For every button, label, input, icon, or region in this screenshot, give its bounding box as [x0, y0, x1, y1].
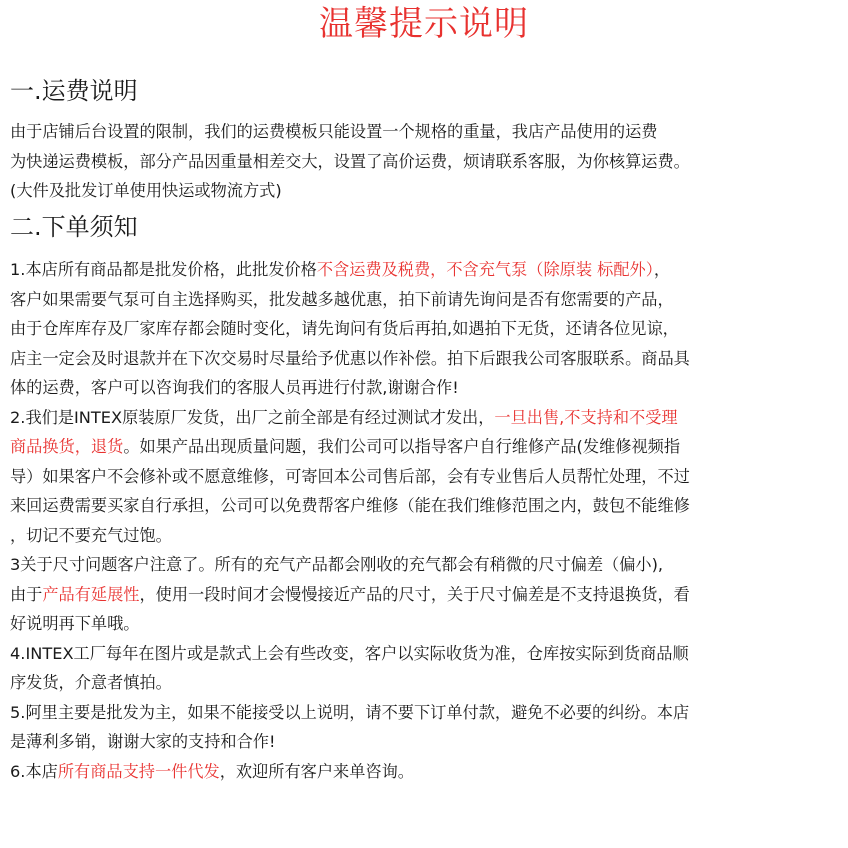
text-line: 5.阿里主要是批发为主，如果不能接受以上说明，请不要下订单付款，避免不必要的纠纷。本店: [10, 702, 690, 722]
text-line: [10, 403, 844, 433]
text-line: 是薄利多销，谢谢大家的支持和合作!: [10, 732, 276, 751]
notice-text: ，使用一段时间才会慢慢接近产品的尺寸，关于尺寸偏差是不支持退换货，看: [139, 584, 690, 604]
text-line: 好说明再下单哦。: [10, 614, 140, 633]
text-line: (大件及批发订单使用快运或物流方式): [10, 181, 282, 200]
section-shipping-body: [10, 117, 844, 206]
notice-text: ，欢迎所有客户来单咨询。: [219, 761, 414, 781]
notice-text: 由于: [10, 584, 43, 604]
text-line: 由于店铺后台设置的限制，我们的运费模板只能设置一个规格的重量，我店产品使用的运费: [10, 122, 658, 141]
notice-text: 。如果产品出现质量问题，我们公司可以指导客户自行维修产品(发维修视频指: [123, 437, 681, 456]
highlight-text: 不含运费及税费，不含充气泵（除原装 标配外）: [316, 260, 654, 279]
text-line: 为快递运费模板，部分产品因重量相差交大，设置了高价运费，烦请联系客服，为你核算运费。: [10, 151, 690, 171]
page-title: 温馨提示说明: [319, 4, 529, 44]
section-heading-shipping: 一.运费说明: [10, 77, 138, 105]
highlight-text: 所有商品支持一件代发: [57, 761, 220, 781]
section-heading-order-notes: 二.下单须知: [10, 213, 138, 241]
section-order-notes-body: [10, 255, 844, 786]
text-line: [10, 432, 844, 462]
notice-text: 2.我们是INTEX原装原厂发货，出厂之前全部是有经过测试才发出，: [10, 407, 495, 427]
highlight-text: 一旦出售,不支持和不受理: [494, 407, 678, 427]
text-line: 来回运费需要买家自行承担，公司可以免费帮客户维修（能在我们维修范围之内，鼓包不能维修: [10, 496, 690, 515]
highlight-text: 产品有延展性: [42, 584, 140, 604]
highlight-text: 商品换货，退货: [10, 437, 124, 456]
text-line: 体的运费，客户可以咨询我们的客服人员再进行付款,谢谢合作!: [10, 378, 459, 397]
text-line: 由于仓库库存及厂家库存都会随时变化，请先询问有货后再拍,如遇拍下无货，还请各位见谅，: [10, 319, 679, 338]
text-line: 导）如果客户不会修补或不愿意维修，可寄回本公司售后部，会有专业售后人员帮忙处理，不过: [10, 466, 690, 486]
text-line: 序发货，介意者慎拍。: [10, 673, 172, 692]
text-line: 3关于尺寸问题客户注意了。所有的充气产品都会刚收的充气都会有稍微的尺寸偏差（偏小),: [10, 555, 664, 574]
text-line: [10, 580, 844, 610]
text-line: [10, 757, 844, 787]
text-line: [10, 255, 844, 285]
text-line: 4.INTEX工厂每年在图片或是款式上会有些改变，客户以实际收货为准，仓库按实际到货商品顺: [10, 643, 689, 663]
text-line: 客户如果需要气泵可自主选择购买，批发越多越优惠，拍下前请先询问是否有您需要的产品，: [10, 289, 674, 309]
text-line: ，切记不要充气过饱。: [10, 525, 172, 545]
notice-text: 1.本店所有商品都是批发价格，此批发价格: [10, 260, 317, 279]
text-line: 店主一定会及时退款并在下次交易时尽量给予优惠以作补偿。拍下后跟我公司客服联系。商品具: [10, 348, 690, 368]
notice-text: 6.本店: [10, 761, 58, 781]
notice-text: ，: [653, 260, 670, 279]
